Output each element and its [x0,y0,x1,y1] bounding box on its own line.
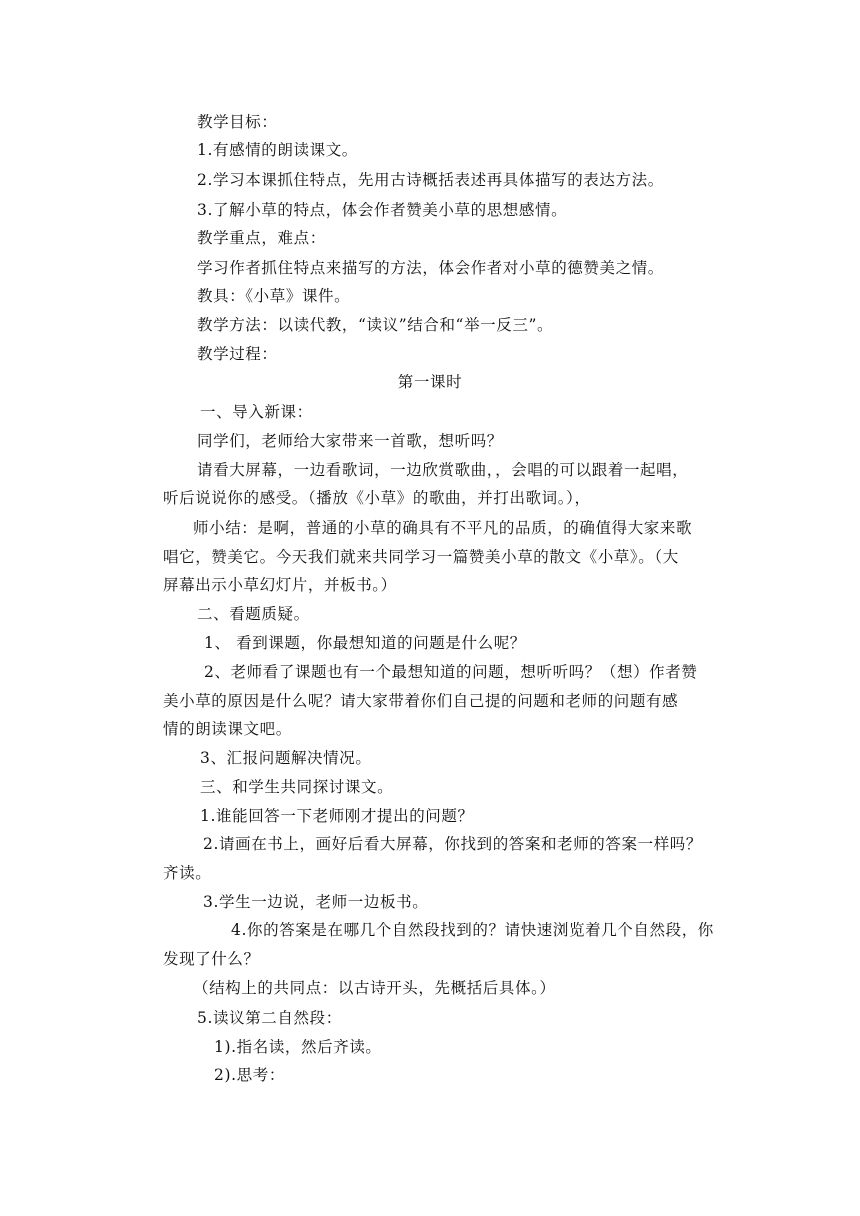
section2-heading: 二、看题质疑。 [197,605,310,623]
objectives-heading: 教学目标： [197,113,278,131]
section1-paragraph-3-line-3: 屏幕出示小草幻灯片，并板书。） [163,576,397,594]
section2-question-2-line-1: 2、老师看了课题也有一个最想知道的问题，想听听吗？（想）作者赞 [204,663,698,681]
objective-item-2: 2.学习本课抓住特点，先用古诗概括表述再具体描写的表达方法。 [197,171,664,189]
section2-question-2-line-3: 情的朗读课文吧。 [163,720,292,738]
section2-question-1: 1、 看到课题，你最想知道的问题是什么呢？ [204,634,526,652]
section1-paragraph-3-line-2: 唱它，赞美它。今天我们就来共同学习一篇赞美小草的散文《小草》。（大 [163,548,679,566]
process-heading: 教学过程： [197,345,278,363]
section1-paragraph-1: 同学们，老师给大家带来一首歌，想听吗？ [197,432,503,450]
section3-item-4-line-2: 发现了什么？ [163,950,260,968]
section3-item-2-line-1: 2.请画在书上，画好后看大屏幕，你找到的答案和老师的答案一样吗？ [203,835,702,853]
objective-item-3: 3.了解小草的特点，体会作者赞美小草的思想感情。 [197,201,568,219]
section1-paragraph-3-line-1: 师小结：是啊，普通的小草的确具有不平凡的品质，的确值得大家来歌 [193,519,693,537]
section3-item-2-line-2: 齐读。 [163,864,212,882]
section3-item-5: 5.读议第二自然段： [197,1009,342,1027]
objective-item-1: 1.有感情的朗读课文。 [197,141,358,159]
section1-paragraph-2-line-2: 听后说说你的感受。（播放《小草》的歌曲，并打出歌词。）， [163,489,591,507]
section1-heading: 一、导入新课： [200,403,313,421]
section3-item-4-note: （结构上的共同点：以古诗开头，先概括后具体。） [193,979,556,997]
key-points-heading: 教学重点，难点： [197,229,326,247]
section3-heading: 三、和学生共同探讨课文。 [200,778,394,796]
key-points-text: 学习作者抓住特点来描写的方法，体会作者对小草的德赞美之情。 [197,259,664,277]
section3-item-5-sub-1: 1).指名读，然后齐读。 [214,1038,382,1056]
teaching-tools: 教具：《小草》课件。 [197,287,351,305]
section3-item-1: 1.谁能回答一下老师刚才提出的问题？ [200,807,474,825]
section3-item-3: 3.学生一边说，老师一边板书。 [203,893,429,911]
section3-item-5-sub-2: 2).思考： [214,1066,285,1084]
lesson-title: 第一课时 [397,373,463,391]
section1-paragraph-2-line-1: 请看大屏幕，一边看歌词，一边欣赏歌曲，，会唱的可以跟着一起唱， [197,461,689,479]
section2-question-3: 3、汇报问题解决情况。 [200,749,372,767]
section3-item-4-line-1: 4.你的答案是在哪几个自然段找到的？请快速浏览着几个自然段，你 [231,921,714,939]
teaching-methods: 教学方法：以读代教，“读议”结合和“举一反三”。 [197,316,554,334]
section2-question-2-line-2: 美小草的原因是什么呢？请大家带着你们自己提的问题和老师的问题有感 [163,692,679,710]
